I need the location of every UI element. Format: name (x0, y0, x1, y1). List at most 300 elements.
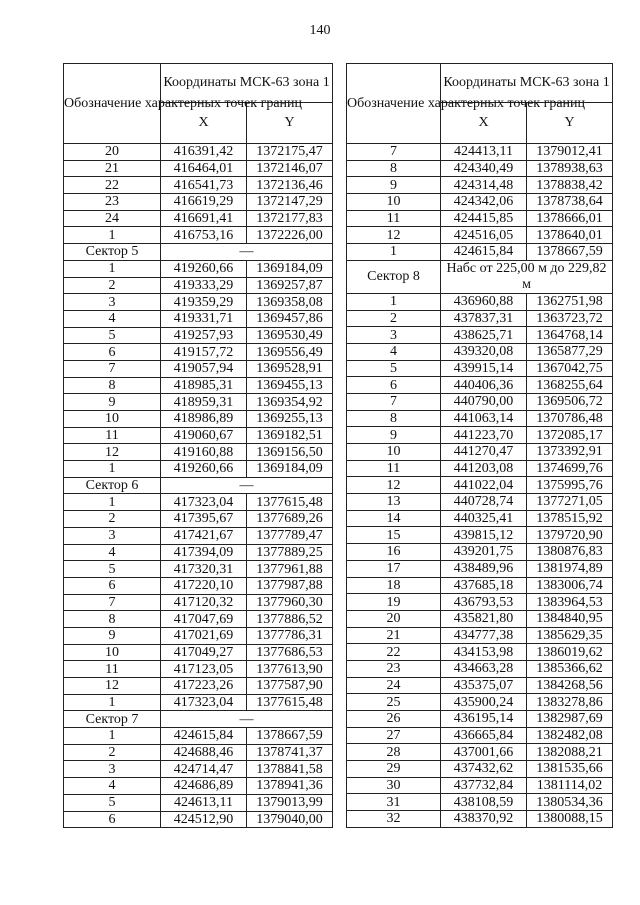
coord-y: 1386019,62 (527, 644, 613, 661)
coord-y: 1369358,08 (247, 294, 333, 311)
coord-y: 1365877,29 (527, 343, 613, 360)
table-row (64, 527, 333, 544)
coord-x: 437432,62 (441, 761, 527, 778)
coord-x: 416619,29 (161, 194, 247, 211)
coord-y: 1369156,50 (247, 444, 333, 461)
table-row (64, 544, 333, 561)
point-number: 32 (347, 811, 441, 828)
coord-x: 424613,11 (161, 794, 247, 811)
table-row (64, 511, 333, 528)
coord-x: 440406,36 (441, 377, 527, 394)
header-coordinates: Координаты МСК-63 зона 1 (441, 64, 613, 103)
coord-y: 1384840,95 (527, 610, 613, 627)
coord-y: 1378667,59 (247, 728, 333, 745)
coord-x: 424314,48 (441, 177, 527, 194)
coord-x: 424615,84 (441, 244, 527, 261)
coord-y: 1369528,91 (247, 360, 333, 377)
coord-x: 441063,14 (441, 410, 527, 427)
coord-x: 424615,84 (161, 728, 247, 745)
coord-x: 438625,71 (441, 327, 527, 344)
point-number: 1 (64, 227, 161, 244)
coord-x: 434777,38 (441, 627, 527, 644)
point-number: 6 (347, 377, 441, 394)
point-number: 4 (64, 778, 161, 795)
point-number: 7 (64, 594, 161, 611)
table-row (347, 744, 613, 761)
coord-y: 1377615,48 (247, 494, 333, 511)
coord-x: 416391,42 (161, 144, 247, 161)
header-y: Y (527, 103, 613, 144)
point-number: 10 (347, 444, 441, 461)
point-number: 24 (347, 677, 441, 694)
point-number: 27 (347, 727, 441, 744)
table-row (347, 210, 613, 227)
coord-x: 435900,24 (441, 694, 527, 711)
coord-y: 1370786,48 (527, 410, 613, 427)
point-number: 4 (347, 343, 441, 360)
table-row (347, 144, 613, 161)
sector-note: Набс от 225,00 м до 229,82 м (441, 260, 613, 293)
table-row (347, 794, 613, 811)
coord-x: 416541,73 (161, 177, 247, 194)
point-number: 9 (347, 427, 441, 444)
coord-x: 424512,90 (161, 811, 247, 828)
coord-y: 1378515,92 (527, 510, 613, 527)
coord-y: 1362751,98 (527, 293, 613, 310)
coord-x: 419359,29 (161, 294, 247, 311)
coord-y: 1369255,13 (247, 411, 333, 428)
point-number: 3 (64, 527, 161, 544)
point-number: 26 (347, 711, 441, 728)
point-number: 10 (64, 644, 161, 661)
point-number: 12 (64, 444, 161, 461)
coord-x: 440790,00 (441, 393, 527, 410)
coord-y: 1377960,30 (247, 594, 333, 611)
coord-y: 1372146,07 (247, 160, 333, 177)
coord-y: 1377271,05 (527, 494, 613, 511)
point-number: 24 (64, 210, 161, 227)
table-row (64, 627, 333, 644)
point-number: 6 (64, 344, 161, 361)
header-point-designation: Обозначение характерных точек границ (347, 64, 441, 144)
sector-note: — (161, 244, 333, 261)
point-number: 3 (64, 294, 161, 311)
point-number: 1 (64, 494, 161, 511)
coord-x: 419057,94 (161, 360, 247, 377)
coord-y: 1369354,92 (247, 394, 333, 411)
table-row (347, 293, 613, 310)
sector-note: — (161, 711, 333, 728)
coord-x: 424340,49 (441, 160, 527, 177)
sector-label: Сектор 5 (64, 244, 161, 261)
table-row (64, 744, 333, 761)
table-row (347, 610, 613, 627)
point-number: 11 (64, 661, 161, 678)
point-number: 4 (64, 544, 161, 561)
coord-y: 1378741,37 (247, 744, 333, 761)
table-row (347, 677, 613, 694)
coord-x: 416753,16 (161, 227, 247, 244)
coord-x: 424688,46 (161, 744, 247, 761)
table-row (347, 177, 613, 194)
coord-y: 1377615,48 (247, 694, 333, 711)
coord-y: 1377889,25 (247, 544, 333, 561)
point-number: 7 (347, 393, 441, 410)
coord-x: 424686,89 (161, 778, 247, 795)
table-row (64, 260, 333, 277)
point-number: 5 (64, 327, 161, 344)
coord-x: 419333,29 (161, 277, 247, 294)
table-row (347, 711, 613, 728)
coord-y: 1382987,69 (527, 711, 613, 728)
coord-y: 1377789,47 (247, 527, 333, 544)
point-number: 23 (64, 194, 161, 211)
coord-x: 441203,08 (441, 460, 527, 477)
point-number: 12 (347, 477, 441, 494)
coord-y: 1368255,64 (527, 377, 613, 394)
coord-y: 1383006,74 (527, 577, 613, 594)
table-row (347, 477, 613, 494)
table-row (347, 761, 613, 778)
table-row (64, 310, 333, 327)
point-number: 15 (347, 527, 441, 544)
table-row (64, 444, 333, 461)
coord-x: 436665,84 (441, 727, 527, 744)
coord-x: 417323,04 (161, 694, 247, 711)
coord-x: 417220,10 (161, 577, 247, 594)
coord-y: 1384268,56 (527, 677, 613, 694)
table-row (347, 694, 613, 711)
point-number: 2 (64, 277, 161, 294)
table-row (64, 661, 333, 678)
coord-x: 439320,08 (441, 343, 527, 360)
coord-y: 1369257,87 (247, 277, 333, 294)
coord-y: 1377686,53 (247, 644, 333, 661)
table-row (64, 194, 333, 211)
table-row (64, 611, 333, 628)
coord-x: 441223,70 (441, 427, 527, 444)
coord-x: 417021,69 (161, 627, 247, 644)
table-row (347, 343, 613, 360)
point-number: 2 (347, 310, 441, 327)
table-row (64, 678, 333, 695)
point-number: 20 (64, 144, 161, 161)
point-number: 23 (347, 660, 441, 677)
coord-y: 1381535,66 (527, 761, 613, 778)
table-row (347, 727, 613, 744)
coord-y: 1369556,49 (247, 344, 333, 361)
coord-x: 418959,31 (161, 394, 247, 411)
coord-y: 1379720,90 (527, 527, 613, 544)
coordinates-table-left (63, 63, 333, 828)
coord-y: 1378738,64 (527, 194, 613, 211)
coord-y: 1377689,26 (247, 511, 333, 528)
coord-x: 419257,93 (161, 327, 247, 344)
table-row (347, 360, 613, 377)
sector-row (64, 244, 333, 261)
table-row (347, 811, 613, 828)
coord-y: 1369457,86 (247, 310, 333, 327)
sector-row (64, 711, 333, 728)
coord-x: 434663,28 (441, 660, 527, 677)
coord-y: 1369182,51 (247, 427, 333, 444)
coord-y: 1372226,00 (247, 227, 333, 244)
point-number: 8 (347, 160, 441, 177)
point-number: 6 (64, 811, 161, 828)
coord-x: 416691,41 (161, 210, 247, 227)
coord-x: 439201,75 (441, 544, 527, 561)
coord-y: 1382088,21 (527, 744, 613, 761)
point-number: 30 (347, 777, 441, 794)
coord-x: 436793,53 (441, 594, 527, 611)
point-number: 11 (64, 427, 161, 444)
coord-y: 1377786,31 (247, 627, 333, 644)
point-number: 1 (64, 694, 161, 711)
point-number: 9 (347, 177, 441, 194)
point-number: 5 (64, 794, 161, 811)
point-number: 11 (347, 460, 441, 477)
table-row (64, 594, 333, 611)
coord-y: 1377587,90 (247, 678, 333, 695)
coord-y: 1380088,15 (527, 811, 613, 828)
point-number: 5 (347, 360, 441, 377)
coord-x: 418985,31 (161, 377, 247, 394)
table-row (64, 227, 333, 244)
coord-y: 1372147,29 (247, 194, 333, 211)
table-row (64, 561, 333, 578)
coord-x: 418986,89 (161, 411, 247, 428)
coord-y: 1382482,08 (527, 727, 613, 744)
table-row (64, 728, 333, 745)
coord-x: 435375,07 (441, 677, 527, 694)
coord-y: 1375995,76 (527, 477, 613, 494)
table-row (64, 577, 333, 594)
coord-x: 417223,26 (161, 678, 247, 695)
point-number: 11 (347, 210, 441, 227)
coord-x: 417049,27 (161, 644, 247, 661)
point-number: 18 (347, 577, 441, 594)
coord-x: 436195,14 (441, 711, 527, 728)
coord-y: 1374699,76 (527, 460, 613, 477)
coord-x: 416464,01 (161, 160, 247, 177)
point-number: 22 (347, 644, 441, 661)
table-row (64, 144, 333, 161)
coord-y: 1378640,01 (527, 227, 613, 244)
coord-x: 419260,66 (161, 461, 247, 478)
coord-y: 1377961,88 (247, 561, 333, 578)
point-number: 28 (347, 744, 441, 761)
coord-x: 417320,31 (161, 561, 247, 578)
table-row (347, 594, 613, 611)
point-number: 1 (347, 244, 441, 261)
table-row (347, 510, 613, 527)
table-row (64, 794, 333, 811)
coord-x: 439915,14 (441, 360, 527, 377)
coord-x: 417323,04 (161, 494, 247, 511)
coord-x: 440325,41 (441, 510, 527, 527)
table-row (64, 811, 333, 828)
coord-y: 1385366,62 (527, 660, 613, 677)
table-row (64, 494, 333, 511)
table-row (347, 777, 613, 794)
table-row (347, 377, 613, 394)
page-number: 140 (309, 23, 331, 38)
table-row (347, 393, 613, 410)
point-number: 8 (64, 377, 161, 394)
table-row (64, 177, 333, 194)
coord-y: 1383964,53 (527, 594, 613, 611)
coord-y: 1369184,09 (247, 461, 333, 478)
coord-x: 424516,05 (441, 227, 527, 244)
point-number: 4 (64, 310, 161, 327)
table-row (64, 360, 333, 377)
sector-row (64, 477, 333, 494)
table-row (64, 210, 333, 227)
table-row (347, 560, 613, 577)
table-row (64, 427, 333, 444)
table-row (64, 394, 333, 411)
point-number: 19 (347, 594, 441, 611)
table-row (347, 244, 613, 261)
header-coordinates: Координаты МСК-63 зона 1 (161, 64, 333, 103)
coord-x: 424342,06 (441, 194, 527, 211)
coord-y: 1369506,72 (527, 393, 613, 410)
point-number: 7 (347, 144, 441, 161)
table-row (64, 344, 333, 361)
sector-note: — (161, 477, 333, 494)
coord-y: 1385629,35 (527, 627, 613, 644)
table-row (347, 160, 613, 177)
coord-y: 1378667,59 (527, 244, 613, 261)
table-row (347, 427, 613, 444)
coord-x: 417394,09 (161, 544, 247, 561)
coord-y: 1379013,99 (247, 794, 333, 811)
table-row (347, 660, 613, 677)
coord-y: 1364768,14 (527, 327, 613, 344)
coord-y: 1380534,36 (527, 794, 613, 811)
table-row (64, 277, 333, 294)
coord-y: 1383278,86 (527, 694, 613, 711)
point-number: 9 (64, 627, 161, 644)
point-number: 31 (347, 794, 441, 811)
coord-x: 424415,85 (441, 210, 527, 227)
header-x: X (441, 103, 527, 144)
point-number: 10 (64, 411, 161, 428)
point-number: 3 (347, 327, 441, 344)
sector-label: Сектор 8 (347, 260, 441, 293)
coord-x: 439815,12 (441, 527, 527, 544)
point-number: 22 (64, 177, 161, 194)
coord-x: 419060,67 (161, 427, 247, 444)
point-number: 10 (347, 194, 441, 211)
coord-y: 1380876,83 (527, 544, 613, 561)
coord-y: 1378666,01 (527, 210, 613, 227)
coord-x: 438370,92 (441, 811, 527, 828)
coordinates-table-right (346, 63, 613, 828)
table-body-right (347, 144, 613, 828)
coord-x: 436960,88 (441, 293, 527, 310)
point-number: 1 (64, 461, 161, 478)
table-row (347, 644, 613, 661)
table-row (64, 644, 333, 661)
table-row (64, 327, 333, 344)
coord-x: 419160,88 (161, 444, 247, 461)
coord-y: 1372136,46 (247, 177, 333, 194)
sector-row (347, 260, 613, 293)
header-x: X (161, 103, 247, 144)
coord-y: 1363723,72 (527, 310, 613, 327)
coord-x: 434153,98 (441, 644, 527, 661)
point-number: 7 (64, 360, 161, 377)
coord-y: 1381114,02 (527, 777, 613, 794)
point-number: 8 (347, 410, 441, 427)
point-number: 16 (347, 544, 441, 561)
coord-y: 1367042,75 (527, 360, 613, 377)
point-number: 12 (347, 227, 441, 244)
coord-x: 419157,72 (161, 344, 247, 361)
table-row (64, 778, 333, 795)
coord-y: 1372175,47 (247, 144, 333, 161)
coord-x: 435821,80 (441, 610, 527, 627)
point-number: 2 (64, 511, 161, 528)
coord-y: 1378938,63 (527, 160, 613, 177)
coord-x: 424413,11 (441, 144, 527, 161)
coord-x: 437732,84 (441, 777, 527, 794)
coord-x: 417421,67 (161, 527, 247, 544)
point-number: 5 (64, 561, 161, 578)
coord-y: 1378838,42 (527, 177, 613, 194)
table-row (347, 627, 613, 644)
table-row (64, 461, 333, 478)
point-number: 1 (347, 293, 441, 310)
coord-x: 438108,59 (441, 794, 527, 811)
table-row (347, 227, 613, 244)
sector-label: Сектор 6 (64, 477, 161, 494)
point-number: 3 (64, 761, 161, 778)
coord-x: 417120,32 (161, 594, 247, 611)
coord-y: 1377987,88 (247, 577, 333, 594)
point-number: 17 (347, 560, 441, 577)
coord-y: 1369530,49 (247, 327, 333, 344)
point-number: 21 (64, 160, 161, 177)
coord-x: 437685,18 (441, 577, 527, 594)
coord-x: 424714,47 (161, 761, 247, 778)
point-number: 14 (347, 510, 441, 527)
coord-x: 417123,05 (161, 661, 247, 678)
coord-y: 1372177,83 (247, 210, 333, 227)
table-row (64, 694, 333, 711)
table-row (64, 761, 333, 778)
coord-x: 437837,31 (441, 310, 527, 327)
coord-y: 1381974,89 (527, 560, 613, 577)
point-number: 6 (64, 577, 161, 594)
coord-y: 1378941,36 (247, 778, 333, 795)
point-number: 9 (64, 394, 161, 411)
coord-y: 1373392,91 (527, 444, 613, 461)
coord-x: 441270,47 (441, 444, 527, 461)
point-number: 25 (347, 694, 441, 711)
point-number: 29 (347, 761, 441, 778)
coord-x: 419260,66 (161, 260, 247, 277)
point-number: 1 (64, 260, 161, 277)
table-row (347, 310, 613, 327)
coord-x: 417395,67 (161, 511, 247, 528)
coord-x: 441022,04 (441, 477, 527, 494)
table-row (347, 577, 613, 594)
coord-y: 1377886,52 (247, 611, 333, 628)
table-body-left (64, 144, 333, 828)
table-row (347, 194, 613, 211)
